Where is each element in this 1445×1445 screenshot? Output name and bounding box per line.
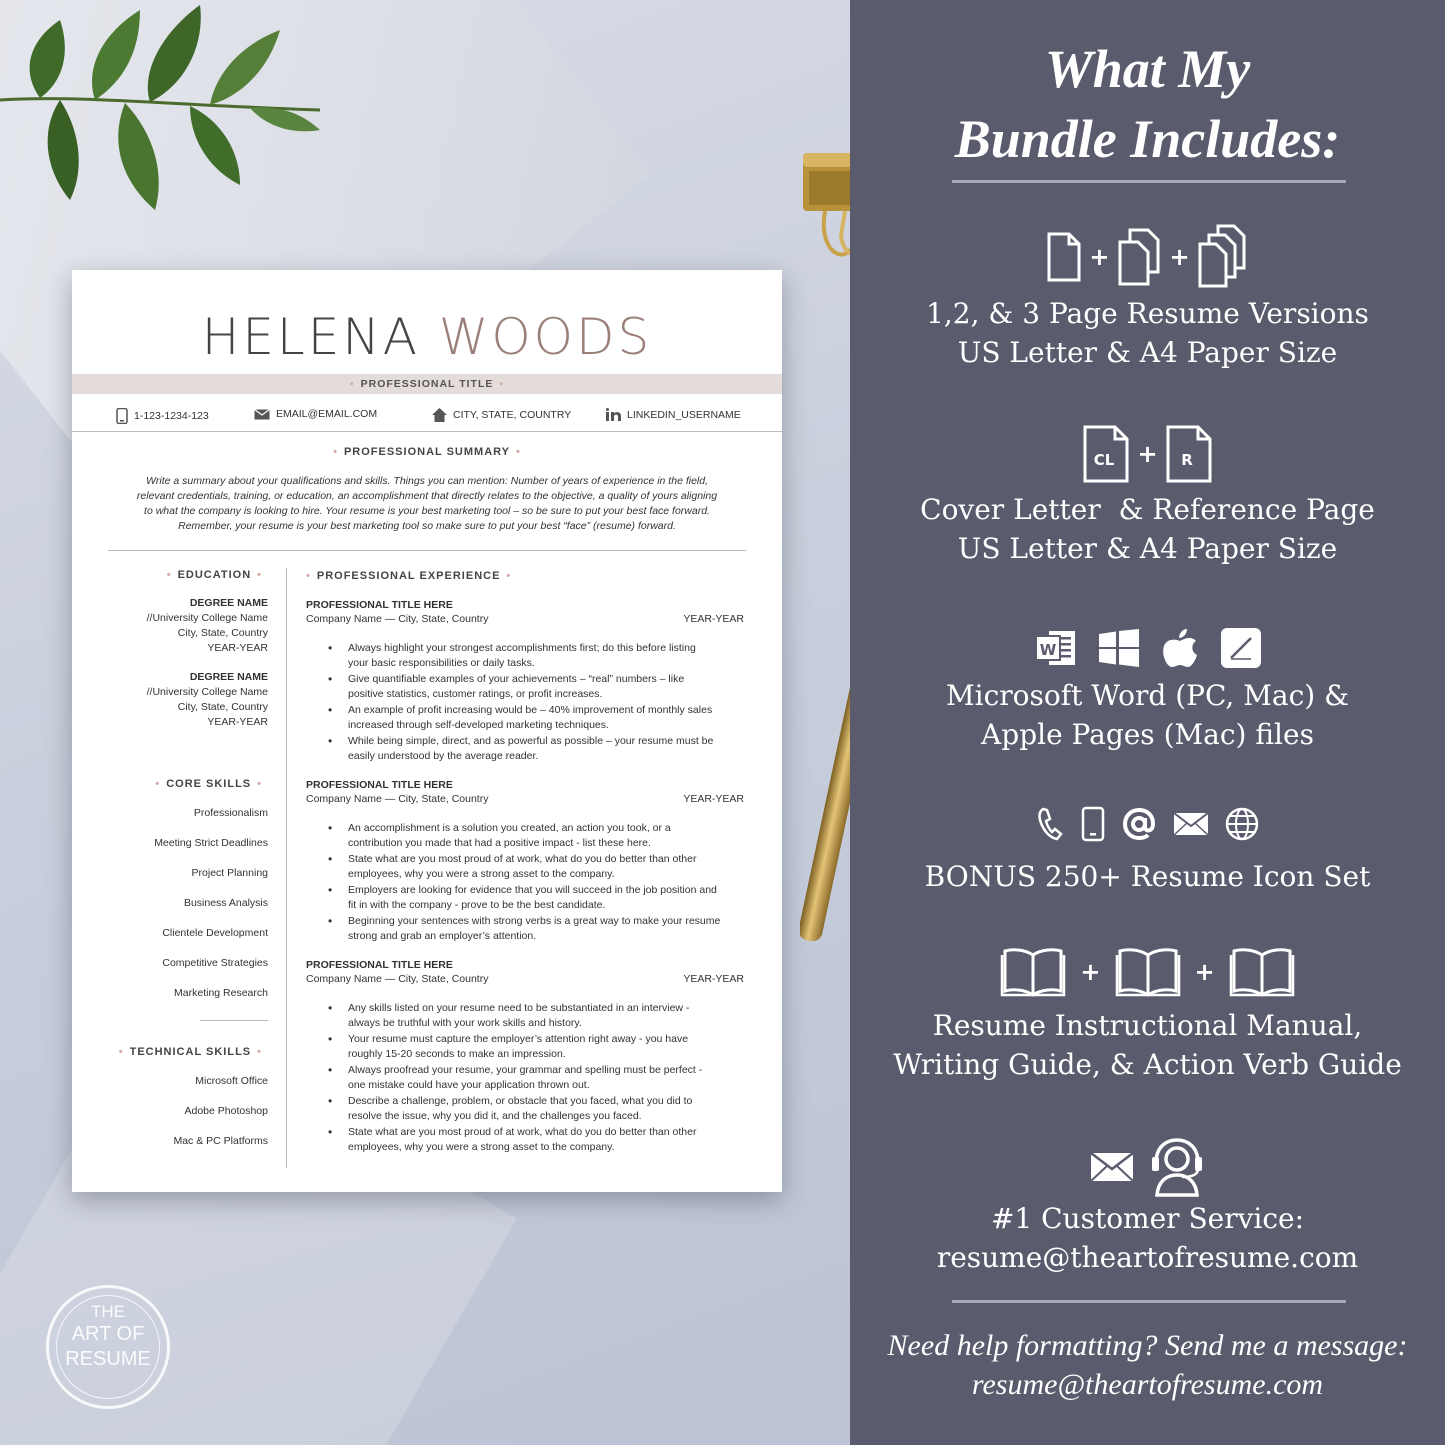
cover-letter-icon bbox=[1083, 425, 1129, 483]
mobile-icon bbox=[1081, 806, 1105, 842]
skill-item: Mac & PC Platforms bbox=[173, 1135, 268, 1147]
binder-clip-decoration bbox=[795, 145, 850, 275]
phone-icon bbox=[1037, 807, 1065, 841]
skill-item: Business Analysis bbox=[183, 897, 268, 909]
education-heading: EDUCATION bbox=[177, 569, 252, 581]
technical-skills-heading: TECHNICAL SKILLS bbox=[129, 1046, 252, 1058]
home-icon bbox=[432, 408, 447, 422]
feature-icons-pages: + + bbox=[850, 224, 1445, 290]
feature-customer-service: #1 Customer Service: resume@theartofresume.com bbox=[936, 1202, 1359, 1274]
reference-page-icon bbox=[1166, 425, 1212, 483]
divider bbox=[952, 1300, 1346, 1303]
help-message: Need help formatting? Send me a message: resume@theartofresume.com bbox=[887, 1329, 1408, 1401]
core-skills-heading: CORE SKILLS bbox=[166, 778, 252, 790]
mobile-icon bbox=[116, 408, 128, 424]
first-name: HELENA bbox=[201, 308, 420, 366]
at-icon bbox=[1121, 806, 1157, 842]
job-bullet: • Give quantifiable examples of your achievements – “real” numbers – like positive statistics, customer ratings, or profit increases. bbox=[348, 672, 744, 702]
contact-row bbox=[72, 396, 782, 432]
word-icon bbox=[1035, 629, 1077, 667]
job-bullet: • Describe a challenge, problem, or obstacle that you faced, what you did to resolve the issue, why you did it, and the challenges you faced. bbox=[348, 1094, 744, 1124]
feature-guides: Resume Instructional Manual, Writing Guide, & Action Verb Guide bbox=[893, 1009, 1402, 1081]
feature-file-formats: Microsoft Word (PC, Mac) & Apple Pages (Mac) files bbox=[945, 679, 1350, 751]
education-entry: DEGREE NAME //University College Name City, State, Country YEAR-YEAR bbox=[146, 597, 268, 654]
job-bullet: • State what are you most proud of at work, what do you do better than other employees, why you were a strong asset to the company. bbox=[348, 852, 744, 882]
summary-text: Write a summary about your qualifications and skills. Things you can mention: Number of years of experience in the field, relevant credentials, training, or education, an accomplishment that directly relates to the objective, a quality of yours aligning to what the company is looking to hire. Your resume is your best marketing tool – so be sure to put your best face forward. Remember, your resume is your best marketing tool so make sure to put your best “face” (resume) forward. bbox=[136, 475, 718, 532]
two-pages-icon bbox=[1118, 228, 1162, 286]
professional-title: PROFESSIONAL TITLE bbox=[360, 378, 494, 390]
art-of-resume-logo: THE ART OF RESUME bbox=[46, 1285, 170, 1409]
linkedin-icon bbox=[606, 408, 621, 421]
bundle-info-panel bbox=[850, 0, 1445, 1445]
headset-icon bbox=[1148, 1137, 1206, 1197]
job-bullet: • Always highlight your strongest accomplishments first; do this before listing your basic responsibilities or daily tasks. bbox=[348, 641, 744, 671]
skill-item: Competitive Strategies bbox=[162, 957, 268, 969]
column-divider bbox=[286, 568, 287, 1168]
feature-icons-letters: CL + R bbox=[850, 424, 1445, 484]
resume-paper bbox=[72, 270, 782, 1192]
apple-icon bbox=[1161, 627, 1199, 669]
windows-icon bbox=[1099, 629, 1139, 667]
job-bullet: • Beginning your sentences with strong verbs is a great way to make your resume strong and grab an employer’s attention. bbox=[348, 914, 744, 944]
svg-text:R: R bbox=[1180, 451, 1193, 469]
divider bbox=[108, 550, 746, 551]
feature-icons-guides: + + bbox=[850, 944, 1445, 1000]
olive-branch-decoration bbox=[0, 0, 330, 230]
job-entry: PROFESSIONAL TITLE HERE Company Name — City, State, Country YEAR-YEAR • Always highlight your strongest accomplishments first; do this before listing your basic responsibilities or daily tasks. • Give quantifiable examples of your achievements – “real” numbers – like positive statistics, customer ratings, or profit increases. • An example of profit increasing would be – 40% improvement of monthly sales increased through self-developed marketing techniques. • While being simple, direct, and as powerful as possible – your resume must be easily understood by the average reader. bbox=[306, 598, 744, 764]
book-icon bbox=[1229, 947, 1295, 997]
summary-heading: • PROFESSIONAL SUMMARY • bbox=[333, 446, 521, 458]
education-section: • EDUCATION • DEGREE NAME //University College Name City, State, Country YEAR-YEAR DEGREE NAME //University College Name City, State, Country YEAR-YEAR bbox=[102, 569, 268, 730]
education-entry: DEGREE NAME //University College Name City, State, Country YEAR-YEAR bbox=[146, 671, 268, 728]
feature-bonus-icons: BONUS 250+ Resume Icon Set bbox=[924, 860, 1371, 893]
skill-item: Microsoft Office bbox=[195, 1075, 268, 1087]
contact-email: EMAIL@EMAIL.COM bbox=[254, 408, 377, 420]
book-icon bbox=[1000, 947, 1066, 997]
skill-item: Professionalism bbox=[193, 807, 268, 819]
job-bullet: • Your resume must capture the employer’s attention right away - you have roughly 15-20 seconds to make an impression. bbox=[348, 1032, 744, 1062]
divider bbox=[200, 1020, 268, 1021]
feature-icons-iconset bbox=[850, 804, 1445, 844]
skill-item: Clientele Development bbox=[162, 927, 268, 939]
pages-icon bbox=[1221, 628, 1261, 668]
contact-linkedin: LINKEDIN_USERNAME bbox=[606, 408, 741, 421]
skill-item: Project Planning bbox=[191, 867, 268, 879]
job-bullet: • While being simple, direct, and as powerful as possible – your resume must be easily understood by the average reader. bbox=[348, 734, 744, 764]
svg-text:W: W bbox=[1039, 641, 1056, 659]
skill-item: Marketing Research bbox=[174, 987, 268, 999]
job-bullet: • An example of profit increasing would be – 40% improvement of monthly sales increased through self-developed marketing techniques. bbox=[348, 703, 744, 733]
experience-heading: PROFESSIONAL EXPERIENCE bbox=[316, 570, 501, 582]
svg-text:CL: CL bbox=[1094, 451, 1115, 469]
core-skills-section: • CORE SKILLS • Professionalism Meeting Strict Deadlines Project Planning Business Analysis Clientele Development Competitive Strategies Marketing Research bbox=[102, 778, 268, 1008]
feature-cover-letter: Cover Letter & Reference Page US Letter & A4 Paper Size bbox=[920, 493, 1375, 565]
job-bullet: • Employers are looking for evidence that you will succeed in the job position and fit in with the company - prove to be the best candidate. bbox=[348, 883, 744, 913]
envelope-icon bbox=[1090, 1152, 1134, 1182]
page-icon bbox=[1047, 232, 1081, 282]
job-entry: PROFESSIONAL TITLE HERE Company Name — City, State, Country YEAR-YEAR • Any skills listed on your resume need to be substantiated in an interview - always be truthful with your work skills and history. • Your resume must capture the employer’s attention right away - you have roughly 15-20 seconds to make an impression. • Always proofread your resume, your grammar and spelling must be perfect - one mistake could have your application thrown out. • Describe a challenge, problem, or obstacle that you faced, what you did to resolve the issue, why you did it, and the challenges you faced. • State what are you most proud of at work, what do you do better than other employees, why you were a strong asset to the company. bbox=[306, 958, 744, 1155]
contact-location: CITY, STATE, COUNTRY bbox=[432, 408, 571, 422]
job-bullet: • State what are you most proud of at work, what do you do better than other employees, why you were a strong asset to the company. bbox=[348, 1125, 744, 1155]
feature-icons-apps bbox=[850, 626, 1445, 670]
experience-section: • PROFESSIONAL EXPERIENCE • PROFESSIONAL TITLE HERE Company Name — City, State, Country YEAR-YEAR • Always highlight your strongest accomplishments first; do this before listing your basic responsibilities or daily tasks. • Give quantifiable examples of your achievements – “real” numbers – like positive statistics, customer ratings, or profit increases. • An example of profit increasing would be – 40% improvement of monthly sales increased through self-developed marketing techniques. • While being simple, direct, and as powerful as possible – your resume must be easily understood by the average reader. PROFESSIONAL TITLE HERE Company Name — City, State, Country YEAR-YEAR • An accomplishment is a solution you created, an action you took, or a contribution you made that had a positive impact - list these here. • State what are you most proud of at work, what do you do better than other employees, why you were a strong asset to the company. • Employers are looking for evidence that you will succeed in the job position and fit in with the company - prove to be the best candidate. • Beginning your sentences with strong verbs is a great way to make your resume strong and grab an employer’s attention. PROFESSIONAL TITLE HERE Company Name — City, State, Country YEAR-YEAR • Any skills listed on your resume need to be substantiated in an interview - always be truthful with your work skills and history. • Your resume must capture the employer’s attention right away - you have roughly 15-20 seconds to make an impression. • Always proofread your resume, your grammar and spelling must be perfect - one mistake could have your application thrown out. • Describe a challenge, problem, or obstacle that you faced, what you did to resolve the issue, why you did it, and the challenges you faced. • State what are you most proud of at work, what do you do better than other employees, why you were a strong asset to the company. bbox=[306, 570, 744, 1156]
panel-title: What My Bundle Includes: bbox=[954, 39, 1341, 169]
gold-pen-decoration bbox=[800, 535, 850, 955]
book-icon bbox=[1115, 947, 1181, 997]
skill-item: Meeting Strict Deadlines bbox=[154, 837, 268, 849]
contact-phone: 1-123-1234-123 bbox=[116, 408, 209, 424]
feature-resume-versions: 1,2, & 3 Page Resume Versions US Letter & A4 Paper Size bbox=[926, 297, 1369, 369]
globe-icon bbox=[1225, 807, 1259, 841]
last-name: WOODS bbox=[438, 308, 653, 366]
skill-item: Adobe Photoshop bbox=[184, 1105, 268, 1117]
resume-name bbox=[72, 308, 782, 366]
job-bullet: • Any skills listed on your resume need to be substantiated in an interview - always be truthful with your work skills and history. bbox=[348, 1001, 744, 1031]
three-pages-icon bbox=[1198, 224, 1248, 290]
professional-title-bar: • PROFESSIONAL TITLE • bbox=[72, 374, 782, 394]
envelope-icon bbox=[254, 409, 270, 420]
job-entry: PROFESSIONAL TITLE HERE Company Name — City, State, Country YEAR-YEAR • An accomplishment is a solution you created, an action you took, or a contribution you made that had a positive impact - list these here. • State what are you most proud of at work, what do you do better than other employees, why you were a strong asset to the company. • Employers are looking for evidence that you will succeed in the job position and fit in with the company - prove to be the best candidate. • Beginning your sentences with strong verbs is a great way to make your resume strong and grab an employer’s attention. bbox=[306, 778, 744, 944]
feature-icons-support bbox=[850, 1136, 1445, 1198]
job-bullet: • Always proofread your resume, your grammar and spelling must be perfect - one mistake could have your application thrown out. bbox=[348, 1063, 744, 1093]
technical-skills-section: • TECHNICAL SKILLS • Microsoft Office Adobe Photoshop Mac & PC Platforms bbox=[102, 1046, 268, 1156]
job-bullet: • An accomplishment is a solution you created, an action you took, or a contribution you made that had a positive impact - list these here. bbox=[348, 821, 744, 851]
envelope-icon bbox=[1173, 812, 1209, 836]
divider bbox=[952, 180, 1346, 183]
